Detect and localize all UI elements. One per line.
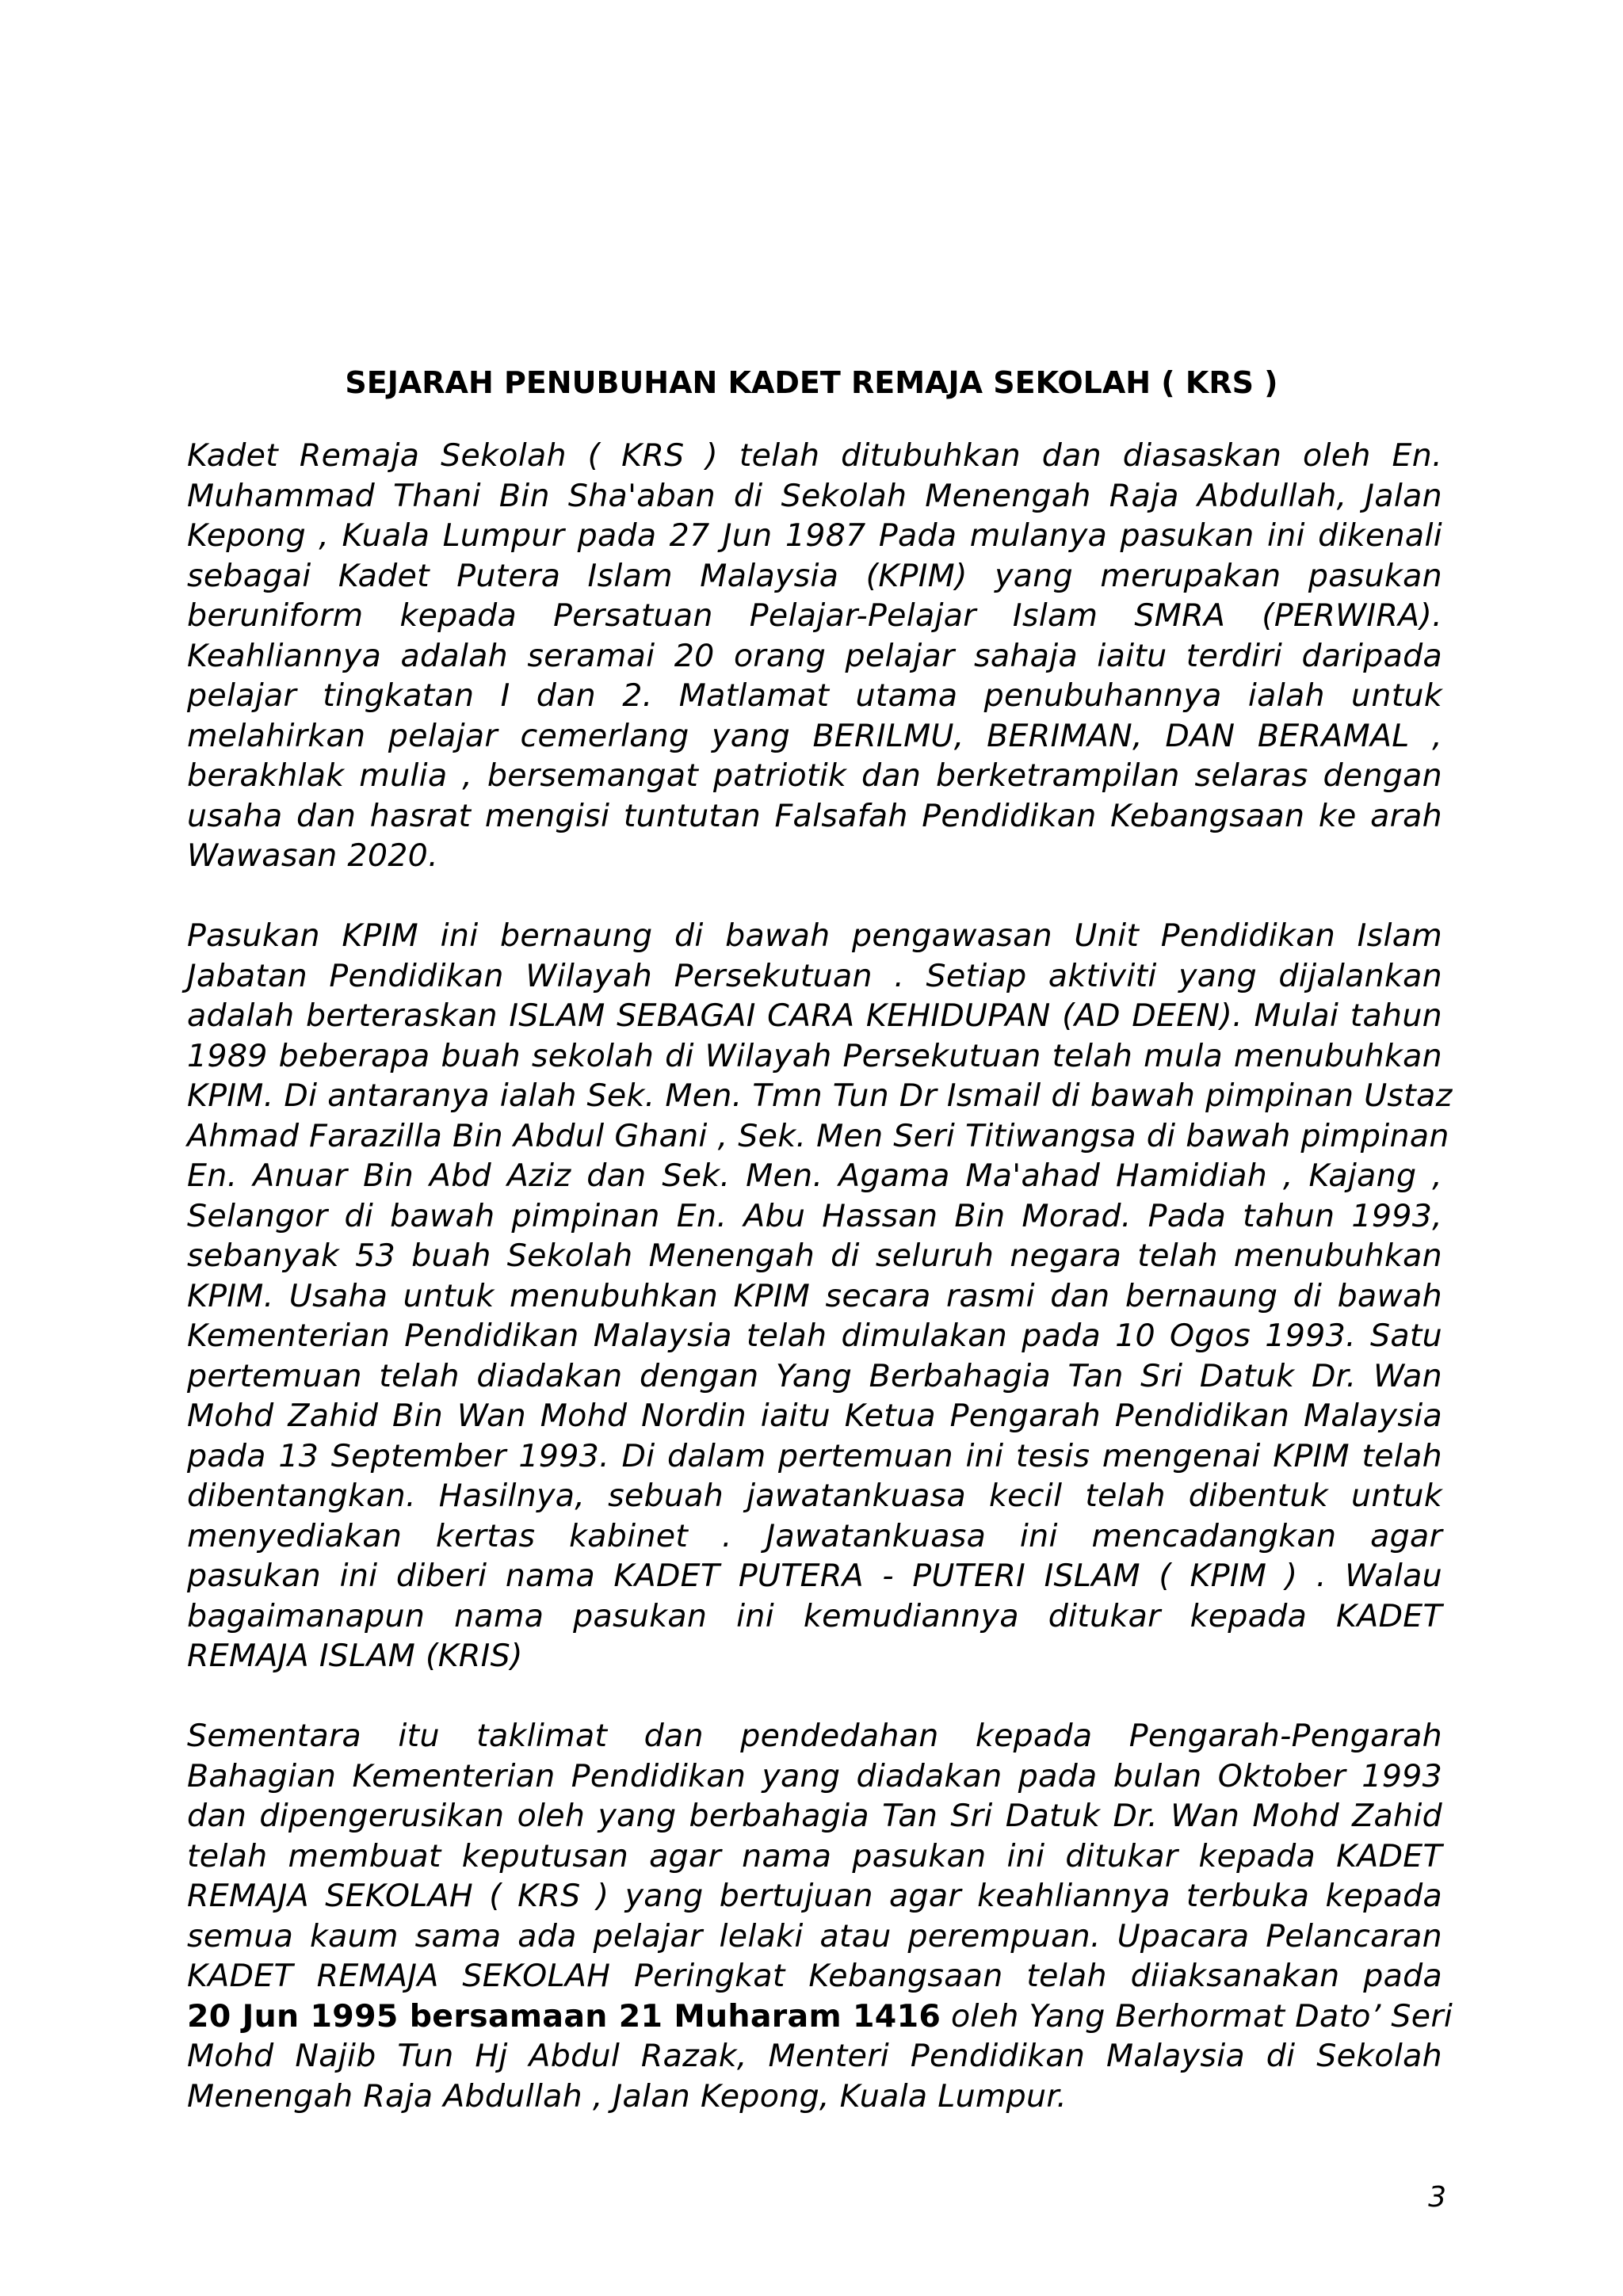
text-line-with-date [187,1997,1453,2037]
text-line: dan dipengerusikan oleh yang berbahagia Tan Sri Datuk Dr. Wan Mohd Zahid [187,1798,1442,1834]
text-line: pada 13 September 1993. Di dalam pertemuan ini tesis mengenai KPIM telah [187,1437,1442,1474]
text-line: Mohd Zahid Bin Wan Mohd Nordin iaitu Ketua Pengarah Pendidikan Malaysia [187,1398,1442,1434]
text-line: adalah berteraskan ISLAM SEBAGAI CARA KEHIDUPAN (AD DEEN). Mulai tahun [187,997,1442,1034]
text-line: Selangor di bawah pimpinan En. Abu Hassan Bin Morad. Pada tahun 1993, [187,1197,1442,1234]
text-line: Jabatan Pendidikan Wilayah Persekutuan . Setiap aktiviti yang dijalankan [187,957,1442,994]
text-line: telah membuat keputusan agar nama pasukan ini ditukar kepada KADET [187,1837,1442,1875]
text-line: Pasukan KPIM ini bernaung di bawah pengawasan Unit Pendidikan Islam [187,917,1442,954]
paragraph-1 [187,436,1442,876]
text-line: pelajar tingkatan I dan 2. Matlamat utama penubuhannya ialah untuk [187,677,1442,714]
text-line: Bahagian Kementerian Pendidikan yang diadakan pada bulan Oktober 1993 [187,1757,1442,1794]
text-line: Keahliannya adalah seramai 20 orang pelajar sahaja iaitu terdiri daripada [187,637,1442,674]
text-line: Mohd Najib Tun Hj Abdul Razak, Menteri Pendidikan Malaysia di Sekolah [187,2038,1442,2074]
text-line: En. Anuar Bin Abd Aziz dan Sek. Men. Agama Ma'ahad Hamidiah , Kajang , [187,1158,1442,1194]
text-line: Kepong , Kuala Lumpur pada 27 Jun 1987 Pada mulanya pasukan ini dikenali [187,517,1442,554]
text-line: Ahmad Farazilla Bin Abdul Ghani , Sek. Men Seri Titiwangsa di bawah pimpinan [187,1117,1449,1154]
text-line: Kementerian Pendidikan Malaysia telah dimulakan pada 10 Ogos 1993. Satu [187,1318,1442,1354]
text-line: Sementara itu taklimat dan pendedahan kepada Pengarah-Pengarah [187,1718,1442,1754]
text-line: 1989 beberapa buah sekolah di Wilayah Persekutuan telah mula menubuhkan [187,1037,1442,1074]
text-line: dibentangkan. Hasilnya, sebuah jawatankuasa kecil telah dibentuk untuk [187,1478,1442,1514]
text-line: bagaimanapun nama pasukan ini kemudiannya ditukar kepada KADET [187,1597,1442,1634]
text-line: menyediakan kertas kabinet . Jawatankuasa ini mencadangkan agar [187,1517,1442,1554]
text-line: sebagai Kadet Putera Islam Malaysia (KPIM) yang merupakan pasukan [187,557,1442,594]
launch-date: 20 Jun 1995 bersamaan 21 Muharam 1416 [187,1997,941,2035]
text-line: KADET REMAJA SEKOLAH Peringkat Kebangsaan telah diiaksanakan pada [187,1958,1442,1994]
text-line: melahirkan pelajar cemerlang yang BERILMU, BERIMAN, DAN BERAMAL , [187,717,1442,754]
text-line: Menengah Raja Abdullah , Jalan Kepong, Kuala Lumpur. [187,2077,1067,2115]
text-line: Muhammad Thani Bin Sha'aban di Sekolah Menengah Raja Abdullah, Jalan [187,477,1442,514]
text-line: KPIM. Usaha untuk menubuhkan KPIM secara rasmi dan bernaung di bawah [187,1277,1442,1314]
text-line: REMAJA ISLAM (KRIS) [187,1638,523,1674]
page-number: 3 [1428,2181,1446,2214]
text-line: pasukan ini diberi nama KADET PUTERA - PUTERI ISLAM ( KPIM ) . Walau [187,1558,1442,1594]
text-line: KPIM. Di antaranya ialah Sek. Men. Tmn Tun Dr Ismail di bawah pimpinan Ustaz [187,1077,1453,1114]
text-line: Wawasan 2020. [187,837,438,874]
paragraph-2 [187,916,1453,1676]
page-title: SEJARAH PENUBUHAN KADET REMAJA SEKOLAH ( KRS ) [345,365,1278,400]
paragraph-3 [187,1716,1453,2116]
text-line: beruniform kepada Persatuan Pelajar-Pelajar Islam SMRA (PERWIRA). [187,597,1442,634]
text-fragment: oleh Yang Berhormat Dato’ Seri [941,1997,1453,2035]
text-line: Kadet Remaja Sekolah ( KRS ) telah ditubuhkan dan diasaskan oleh En. [187,437,1442,474]
text-line: berakhlak mulia , bersemangat patriotik dan berketrampilan selaras dengan [187,757,1442,794]
text-line: usaha dan hasrat mengisi tuntutan Falsafah Pendidikan Kebangsaan ke arah [187,797,1442,834]
text-line: sebanyak 53 buah Sekolah Menengah di seluruh negara telah menubuhkan [187,1238,1442,1274]
document-body [187,436,1453,2157]
text-line: semua kaum sama ada pelajar lelaki atau perempuan. Upacara Pelancaran [187,1917,1442,1955]
text-line: pertemuan telah diadakan dengan Yang Berbahagia Tan Sri Datuk Dr. Wan [187,1357,1442,1394]
text-line: REMAJA SEKOLAH ( KRS ) yang bertujuan agar keahliannya terbuka kepada [187,1878,1442,1914]
